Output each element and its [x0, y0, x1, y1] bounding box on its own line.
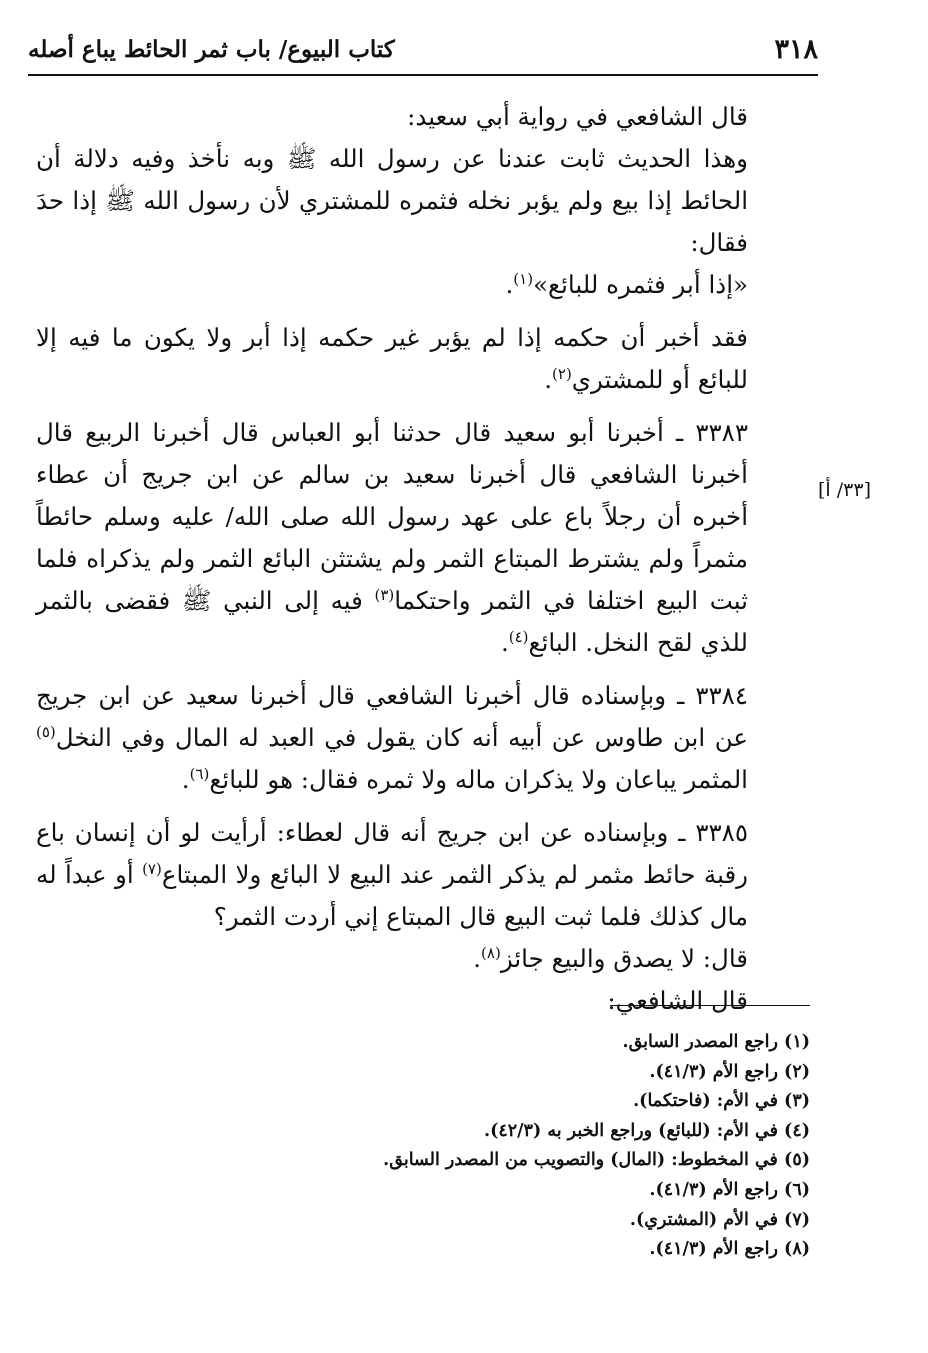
paragraph-tail: .	[473, 944, 482, 973]
footnote-ref: (٧)	[142, 859, 162, 878]
footnote-ref: (٤)	[508, 627, 529, 646]
numbered-report	[36, 675, 812, 801]
paragraph-tail: .	[505, 270, 514, 299]
paragraph-text: ٣٣٨٤ ـ وبإسناده قال أخبرنا الشافعي قال أخبرنا سعيد عن ابن جريج عن ابن طاوس عن أبيه أنه كان يقول في العبد له المال وفي النخل	[36, 681, 748, 752]
paragraph-text: قال الشافعي:	[607, 986, 748, 1015]
footnote-separator	[610, 1005, 810, 1006]
paragraph-text: قال الشافعي في رواية أبي سعيد:	[407, 102, 748, 131]
page-header	[28, 28, 818, 72]
paragraph-tail: .	[544, 365, 553, 394]
footnote-ref: (١)	[513, 269, 534, 288]
footnote: (٧) في الأم (المشتري).	[629, 1209, 810, 1230]
paragraph	[36, 138, 812, 264]
paragraph	[36, 980, 812, 1022]
footnote: (١) راجع المصدر السابق.	[622, 1032, 810, 1052]
paragraph-tail: المثمر يباعان ولا يذكران ماله ولا ثمره فقال: هو للبائع	[209, 765, 748, 794]
paragraph-tail: أو عبداً له مال كذلك فلما ثبت البيع قال المبتاع إني أردت الثمر؟	[36, 860, 748, 931]
footnote-ref: (٦)	[189, 764, 210, 783]
running-title: كتاب البيوع/ باب ثمر الحائط يباع أصله	[28, 36, 395, 63]
manuscript-folio-marker: [٣٣/ أ]	[818, 479, 871, 501]
footnote-ref: (٢)	[552, 364, 572, 383]
paragraph-text: فقد أخبر أن حكمه إذا لم يؤبر غير حكمه إذا أبر ولا يكون ما فيه إلا للبائع أو للمشتري	[36, 323, 748, 394]
footnote: (٣) في الأم: (فاحتكما).	[633, 1091, 810, 1112]
paragraph	[36, 317, 812, 401]
paragraph-text: ٣٣٨٣ ـ أخبرنا أبو سعيد قال حدثنا أبو العباس قال أخبرنا الربيع قال أخبرنا الشافعي قال أخبرنا سعيد بن سالم عن ابن جريج أن عطاء أخبره أن رجلاً باع على عهد رسول الله صلى الله/ عليه وسلم حائطاً مثمراً ولم يشترط المبتاع الثمر ولم يشتثن البائع الثمر ولم يذكراه فلما ثبت البيع اختلفا في الثمر واحتكما	[36, 418, 748, 615]
paragraph-tail: .	[181, 765, 190, 794]
numbered-report	[36, 412, 812, 664]
footnote: (٥) في المخطوط: (المال) والتصويب من المصدر السابق.	[383, 1150, 810, 1171]
footnotes	[110, 1028, 810, 1265]
footnote: (٢) راجع الأم (٤١/٣).	[649, 1061, 810, 1082]
numbered-report	[36, 812, 812, 938]
footnote: (٨) راجع الأم (٤١/٣).	[649, 1239, 810, 1260]
footnote-ref: (٨)	[481, 943, 501, 962]
paragraph-text: وهذا الحديث ثابت عندنا عن رسول الله ﷺ وبه نأخذ وفيه دلالة أن الحائط إذا بيع ولم يؤبر نخله فثمره للمشتري لأن رسول الله ﷺ إذا حدَ فقال:	[36, 144, 748, 257]
paragraph	[36, 96, 812, 138]
footnote-ref: (٣)	[374, 585, 395, 604]
paragraph	[36, 264, 812, 306]
paragraph	[36, 938, 812, 980]
page-number: ٣١٨	[774, 34, 818, 65]
header-rule	[28, 74, 818, 76]
footnote: (٤) في الأم: (للبائع) وراجع الخبر به (٤٢/٣).	[483, 1120, 810, 1141]
footnote-ref: (٥)	[36, 722, 56, 741]
paragraph-text: قال: لا يصدق والبيع جائز	[500, 944, 748, 973]
footnote: (٦) راجع الأم (٤١/٣).	[649, 1179, 810, 1200]
paragraph-tail: فيه إلى النبي ﷺ فقضى بالثمر للذي لقح النخل. البائع	[36, 586, 748, 657]
hadith-quote: «إذا أبر فثمره للبائع»	[533, 270, 748, 299]
paragraph-tail: .	[500, 628, 509, 657]
paragraph-text: ٣٣٨٥ ـ وبإسناده عن ابن جريج أنه قال لعطاء: أرأيت لو أن إنسان باع رقبة حائط مثمر لم يذكر الثمر عند البيع لا البائع ولا المبتاع	[36, 818, 749, 889]
main-text	[36, 96, 812, 1022]
